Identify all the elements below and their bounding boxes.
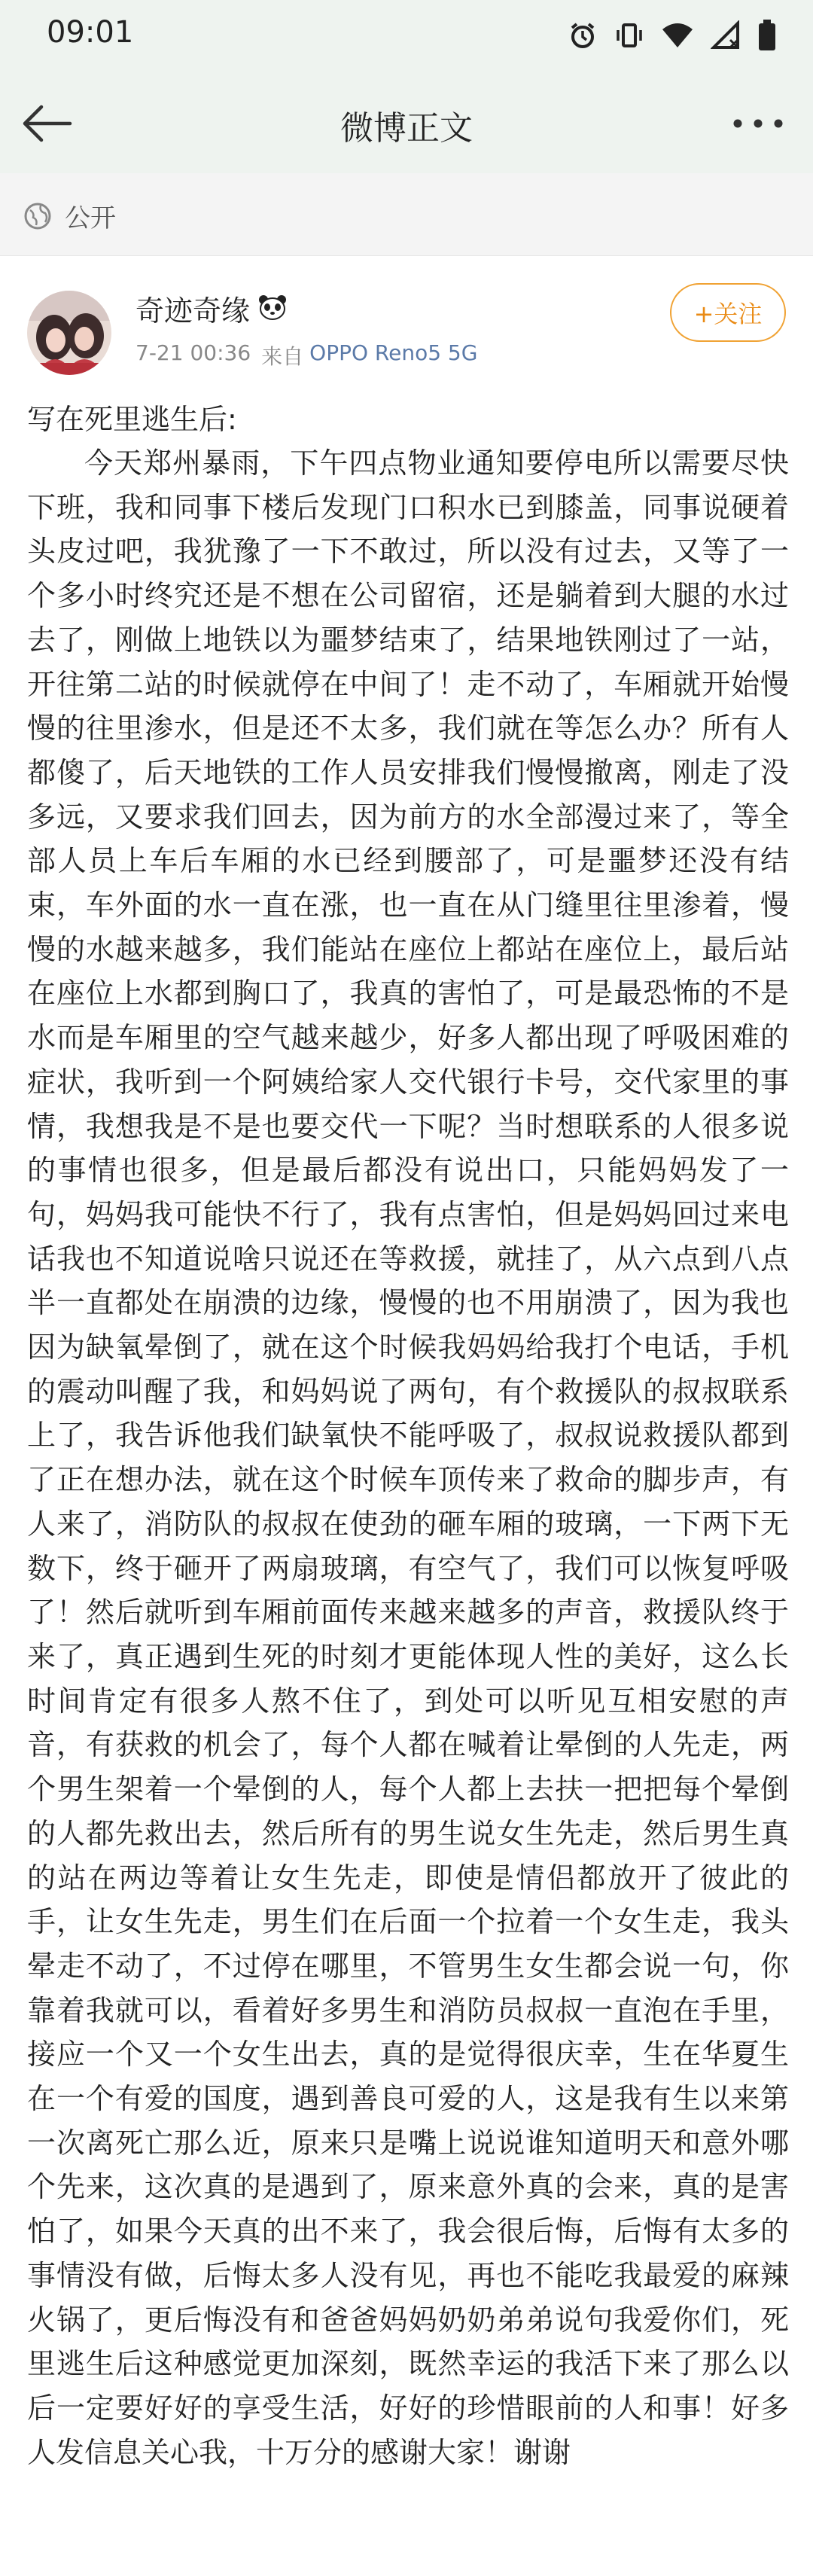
alarm-icon [568, 20, 598, 53]
public-globe-icon [23, 201, 53, 234]
status-bar [0, 0, 813, 72]
panda-icon [257, 294, 288, 324]
signal-icon [711, 20, 741, 53]
post-date: 7-21 00:36 [136, 340, 251, 365]
post-body [27, 398, 789, 2474]
post-meta [136, 340, 477, 370]
post-text: 今天郑州暴雨，下午四点物业通知要停电所以需要尽快下班，我和同事下楼后发现门口积水已到膝盖，同事说硬着头皮过吧，我犹豫了一下不敢过，所以没有过去，又等了一个多小时终究还是不想在公司留宿，还是躺着到大腿的水过去了，刚做上地铁以为噩梦结束了，结果地铁刚过了一站，开往第二站的时候就停在中间了！走不动了，车厢就开始慢慢的往里渗水，但是还不太多，我们就在等怎么办？所有人都傻了，后天地铁的工作人员安排我们慢慢撤离，刚走了没多远，又要求我们回去，因为前方的水全部漫过来了，等全部人员上车后车厢的水已经到腰部了，可是噩梦还没有结束，车外面的水一直在涨，也一直在从门缝里往里渗着，慢慢的水越来越多，我们能站在座位上都站在座位上，最后站在座位上水都到胸口了，我真的害怕了，可是最恐怖的不是水而是车厢里的空气越来越少，好多人都出现了呼吸困难的症状，我听到一个阿姨给家人交代银行卡号，交代家里的事情，我想我是不是也要交代一下呢？当时想联系的人很多说的事情也很多，但是最后都没有说出口，只能妈妈发了一句，妈妈我可能快不行了，我有点害怕，但是妈妈回过来电话我也不知道说啥只说还在等救援，就挂了，从六点到八点半一直都处在崩溃的边缘，慢慢的也不用崩溃了，因为我也因为缺氧晕倒了，就在这个时候我妈妈给我打个电话，手机的震动叫醒了我，和妈妈说了两句，有个救援队的叔叔联系上了，我告诉他我们缺氧快不能呼吸了，叔叔说救援队都到了正在想办法，就在这个时候车顶传来了救命的脚步声，有人来了，消防队的叔叔在使劲的砸车厢的玻璃，一下两下无数下，终于砸开了两扇玻璃，有空气了，我们可以恢复呼吸了！然后就听到车厢前面传来越来越多的声音，救援队终于来了，真正遇到生死的时刻才更能体现人性的美好，这么长时间肯定有很多人熬不住了，到处可以听见互相安慰的声音，有获救的机会了，每个人都在喊着让晕倒的人先走，两个男生架着一个晕倒的人，每个人都上去扶一把把每个晕倒的人都先救出去，然后所有的男生说女生先走，然后男生真的站在两边等着让女生先走，即使是情侣都放开了彼此的手，让女生先走，男生们在后面一个拉着一个女生走，我头晕走不动了，不过停在哪里，不管男生女生都会说一句，你靠着我就可以，看着好多男生和消防员叔叔一直泡在手里，接应一个又一个女生出去，真的是觉得很庆幸，生在华夏生在一个有爱的国度，遇到善良可爱的人，这是我有生以来第一次离死亡那么近，原来只是嘴上说说谁知道明天和意外哪个先来，这次真的是遇到了，原来意外真的会来，真的是害怕了，如果今天真的出不来了，我会很后悔，后悔有太多的事情没有做，后悔太多人没有见，再也不能吃我最爱的麻辣火锅了，更后悔没有和爸爸妈妈奶奶弟弟说句我爱你们，死里逃生后这种感觉更加深刻，既然幸运的我活下来了那么以后一定要好好的享受生活，好好的珍惜眼前的人和事！好多人发信息关心我，十万分的感谢大家！谢谢 [27, 447, 789, 2469]
avatar[interactable] [27, 291, 111, 375]
visibility-label: 公开 [65, 203, 116, 233]
page-title: 微博正文 [340, 109, 473, 148]
more-button[interactable] [724, 93, 792, 154]
wifi-icon [661, 20, 694, 53]
post-source[interactable]: OPPO Reno5 5G [309, 340, 478, 365]
visibility-bar [0, 173, 813, 256]
status-time: 09:01 [47, 15, 134, 50]
post-heading: 写在死里逃生后: [27, 403, 237, 436]
username-row [136, 288, 288, 329]
nav-bar [0, 72, 813, 173]
vibrate-icon [614, 20, 644, 53]
status-icons [568, 20, 777, 54]
source-prefix: 来自 [261, 344, 304, 369]
battery-icon [757, 20, 777, 54]
follow-button[interactable]: +关注 [670, 283, 786, 342]
username[interactable]: 奇迹奇缘 [136, 294, 251, 328]
more-dots-icon [732, 117, 784, 130]
